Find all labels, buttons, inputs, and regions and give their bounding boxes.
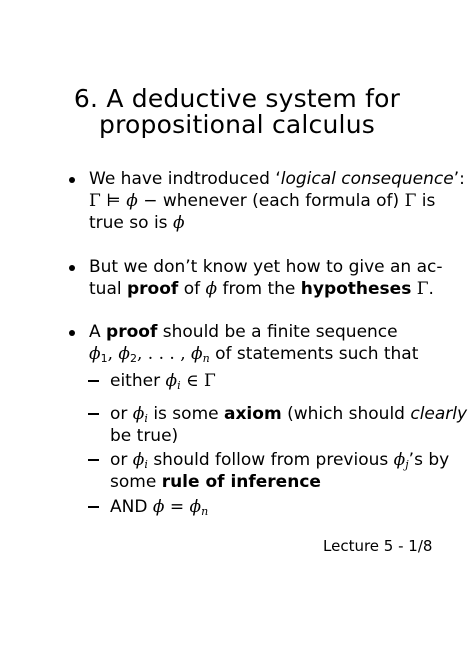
- text: of statements such that: [209, 344, 419, 364]
- text: AND: [110, 497, 153, 517]
- subscript: n: [201, 505, 209, 518]
- text: ’s by: [408, 450, 450, 470]
- bullet-logical-consequence: [72, 168, 465, 234]
- text: We have indtroduced ‘: [89, 169, 281, 189]
- text: or: [110, 450, 133, 470]
- page-footer: Lecture 5 - 1/8: [323, 537, 433, 555]
- phi-symbol: ϕ: [132, 450, 145, 470]
- phi-symbol: ϕ: [126, 191, 138, 211]
- phi-symbol: ϕ: [191, 344, 203, 364]
- text: true so is: [89, 213, 173, 233]
- slide-title: [0, 86, 474, 138]
- bold-term-rule-of-inference: rule of inference: [161, 472, 321, 492]
- text: of: [178, 279, 206, 299]
- subscript: i: [177, 379, 181, 392]
- subscript: i: [144, 412, 148, 425]
- title-line-2: propositional calculus: [99, 110, 375, 139]
- dash-marker: [88, 413, 99, 415]
- subitem-and-final: [88, 496, 448, 518]
- text: be true): [110, 426, 179, 446]
- phi-symbol: ϕ: [165, 371, 178, 391]
- text: should be a finite sequence: [157, 322, 398, 342]
- bullet-dot: [69, 177, 75, 183]
- text: should follow from previous: [147, 450, 394, 470]
- bullet-dot: [69, 265, 75, 271]
- text: A: [89, 322, 107, 342]
- text: tual: [89, 279, 127, 299]
- phi-symbol: ϕ: [132, 404, 145, 424]
- gamma-symbol: Γ: [89, 191, 101, 211]
- phi-symbol: ϕ: [89, 344, 101, 364]
- phi-symbol: ϕ: [205, 279, 218, 299]
- gamma-symbol: Γ: [404, 191, 417, 211]
- text: or: [110, 404, 133, 424]
- bullet-proof-from-hypotheses: [72, 256, 442, 300]
- text: some: [110, 472, 162, 492]
- subscript: j: [405, 458, 409, 471]
- subscript: n: [202, 352, 210, 365]
- subscript: i: [144, 458, 148, 471]
- bold-term-proof: proof: [106, 322, 158, 342]
- text: is some: [147, 404, 224, 424]
- text: is: [416, 191, 436, 211]
- phi-symbol: ϕ: [152, 497, 165, 517]
- phi-symbol: ϕ: [172, 213, 185, 233]
- text: .: [428, 279, 434, 299]
- phi-symbol: ϕ: [118, 344, 130, 364]
- gamma-symbol: Γ: [411, 279, 429, 299]
- text: either: [110, 371, 166, 391]
- text: ’:: [453, 169, 465, 189]
- bold-term-hypotheses: hypotheses: [300, 279, 412, 299]
- phi-symbol: ϕ: [393, 450, 406, 470]
- subscript: 2: [130, 352, 137, 365]
- subitem-either: [88, 370, 448, 392]
- text: − whenever (each formula of): [137, 191, 405, 211]
- models-symbol: ⊨: [100, 191, 127, 211]
- subitem-axiom: [88, 403, 468, 447]
- subscript: 1: [100, 352, 108, 365]
- phi-symbol: ϕ: [189, 497, 202, 517]
- emphasis-text: clearly: [410, 404, 468, 424]
- dash-marker: [88, 506, 99, 508]
- equals-sign: =: [164, 497, 190, 517]
- dash-marker: [88, 459, 99, 461]
- comma: ,: [107, 344, 119, 364]
- ellipsis: , . . . ,: [137, 344, 192, 364]
- title-line-1: 6. A deductive system for: [73, 84, 401, 113]
- element-of-gamma: ∈ Γ: [180, 371, 216, 391]
- text: (which should: [281, 404, 411, 424]
- text: But we don’t know yet how to give an ac-: [89, 257, 443, 277]
- emphasis-text: logical consequence: [280, 169, 454, 189]
- text: from the: [217, 279, 301, 299]
- bold-term-proof: proof: [126, 279, 179, 299]
- bullet-dot: [69, 330, 75, 336]
- subitem-rule-of-inference: [88, 449, 448, 493]
- dash-marker: [88, 380, 99, 382]
- bold-term-axiom: axiom: [224, 404, 282, 424]
- bullet-proof-definition: [72, 321, 442, 365]
